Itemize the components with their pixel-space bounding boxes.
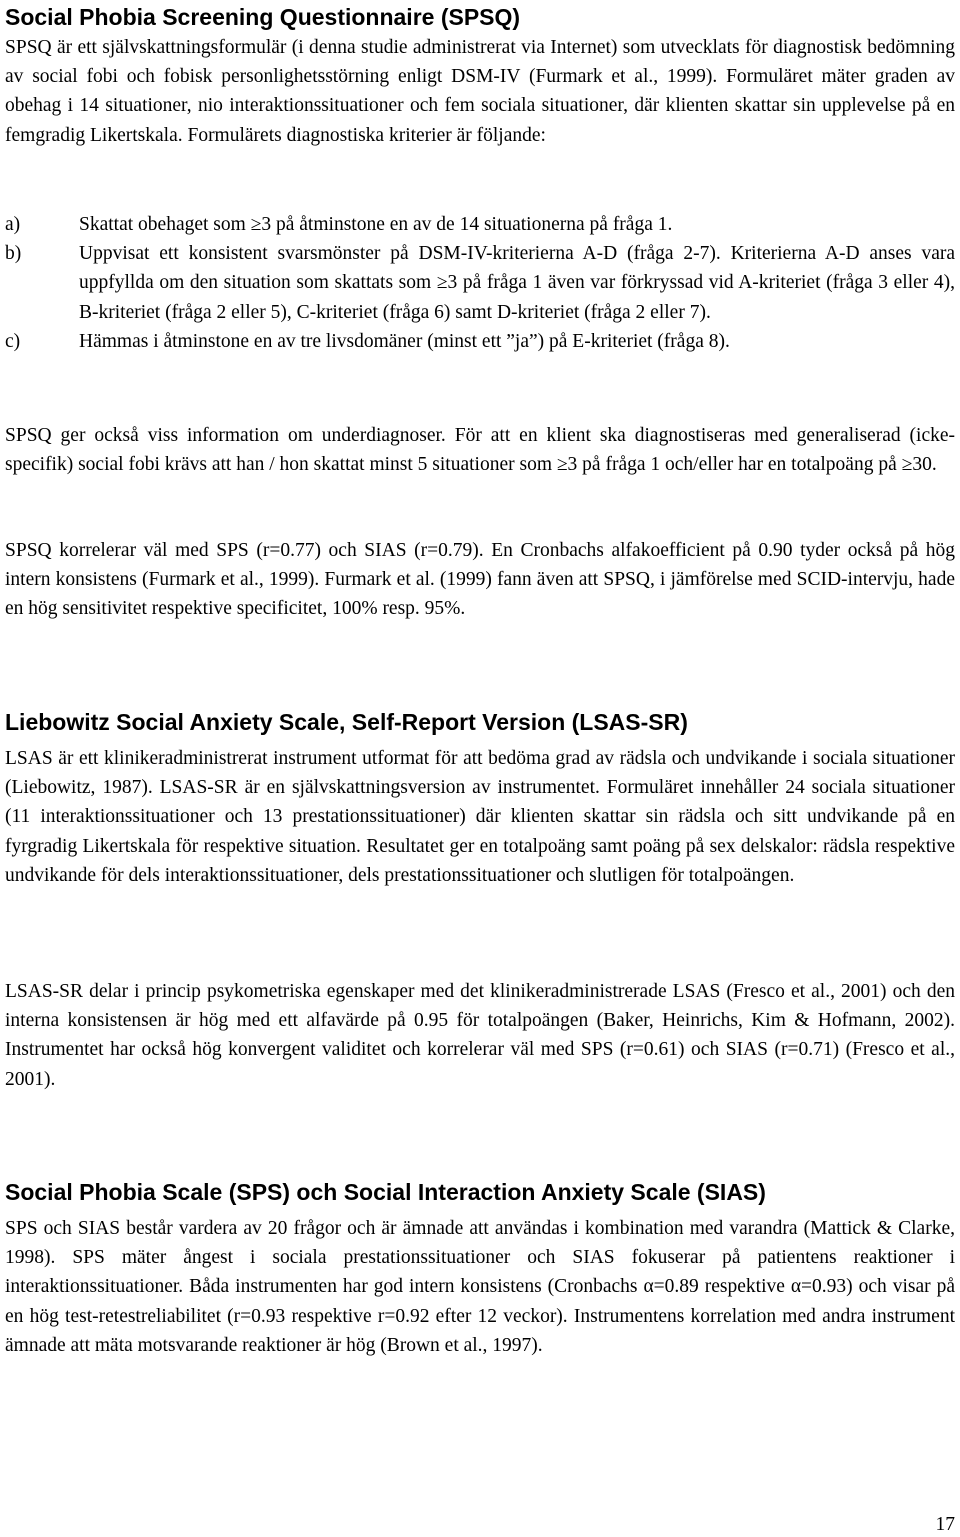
criteria-text: Uppvisat ett konsistent svarsmönster på DSM-IV-kriterierna A-D (fråga 2-7). Kriterierna A-D anses vara uppfyllda om den situation som skattats som ≥3 på fråga 1 även var förkryssad vid A-kriteriet (fråga 3 eller 4), B-kriteriet (fråga 2 eller 5), C-kriteriet (fråga 6) samt D-kriteriet (fråga 2 eller 7).	[79, 243, 955, 323]
list-marker: c)	[5, 330, 21, 352]
page-number: 17	[935, 1514, 955, 1535]
section-title-sps-sias: Social Phobia Scale (SPS) och Social Interaction Anxiety Scale (SIAS)	[5, 1179, 766, 1205]
section-title-lsas: Liebowitz Social Anxiety Scale, Self-Report Version (LSAS-SR)	[5, 709, 688, 735]
spsq-underdiagnoses-paragraph: SPSQ ger också viss information om underdiagnoser. För att en klient ska diagnostiseras med generaliserad (icke-specifik) social fobi krävs att han / hon skattat minst 5 situationer som ≥3 på fråga 1 och/eller har en totalpoäng på ≥30.	[5, 425, 955, 476]
list-marker: a)	[5, 214, 21, 235]
lsas-psychometrics-paragraph: LSAS-SR delar i princip psykometriska egenskaper med det klinikeradministrerade LSAS (Fresco et al., 2001) och den interna konsistensen är hög med ett alfavärde på 0.95 för totalpoängen (Baker, Heinrichs, Kim & Hofmann, 2002). Instrumentet har också hög konvergent validitet och korrelerar väl med SPS (r=0.61) och SIAS (r=0.71) (Fresco et al., 2001).	[5, 981, 955, 1090]
lsas-description-paragraph: LSAS är ett klinikeradministrerat instrument utformat för att bedöma grad av rädsla och undvikande i sociala situationer (Liebowitz, 1987). LSAS-SR är en självskattningsversion av instrumentet. Formuläret innehåller 24 sociala situationer (11 interaktionssituationer och 13 prestationssituationer) där klienten skattar sin rädsla och sitt undvikande på en fyrgradig Likertskala för respektive situation. Resultatet ger en totalpoäng samt poäng på sex delskalor: rädsla respektive undvikande för dels interaktionssituationer, dels prestationssituationer och slutligen för totalpoängen.	[5, 748, 955, 886]
list-marker: b)	[5, 243, 22, 265]
spsq-intro-paragraph: SPSQ är ett självskattningsformulär (i denna studie administrerat via Internet) som utvecklats för diagnostisk bedömning av social fobi och fobisk personlighetsstörning enligt DSM-IV (Furmark et al., 1999). Formuläret mäter graden av obehag i 14 situationer, nio interaktionssituationer och fem sociala situationer, där klienten skattar sin upplevelse på en femgradig Likertskala. Formulärets diagnostiska kriterier är följande:	[5, 37, 955, 146]
criteria-item-b	[5, 239, 955, 327]
criteria-item-a	[5, 210, 955, 239]
criteria-text: Hämmas i åtminstone en av tre livsdomäner (minst ett ”ja”) på E-kriteriet (fråga 8).	[79, 330, 730, 352]
sps-sias-paragraph: SPS och SIAS består vardera av 20 frågor och är ämnade att användas i kombination med varandra (Mattick & Clarke, 1998). SPS mäter ångest i sociala prestationssituationer och SIAS fokuserar på patientens reaktioner i interaktionssituationer. Båda instrumenten har god intern konsistens (Cronbachs α=0.89 respektive α=0.93) och visar på en hög test-retestreliabilitet (r=0.93 respektive r=0.92 efter 12 veckor). Instrumentens korrelation med andra instrument ämnade att mäta motsvarande reaktioner är hög (Brown et al., 1997).	[5, 1218, 955, 1356]
criteria-text: Skattat obehaget som ≥3 på åtminstone en av de 14 situationerna på fråga 1.	[79, 214, 673, 235]
spsq-criteria-list	[5, 210, 955, 356]
spsq-correlation-paragraph: SPSQ korrelerar väl med SPS (r=0.77) och SIAS (r=0.79). En Cronbachs alfakoefficient på 0.90 tyder också på hög intern konsistens (Furmark et al., 1999). Furmark et al. (1999) fann även att SPSQ, i jämförelse med SCID-intervju, hade en hög sensitivitet respektive specificitet, 100% resp. 95%.	[5, 540, 955, 620]
section-title-spsq: Social Phobia Screening Questionnaire (SPSQ)	[5, 4, 521, 30]
criteria-item-c	[5, 327, 955, 356]
